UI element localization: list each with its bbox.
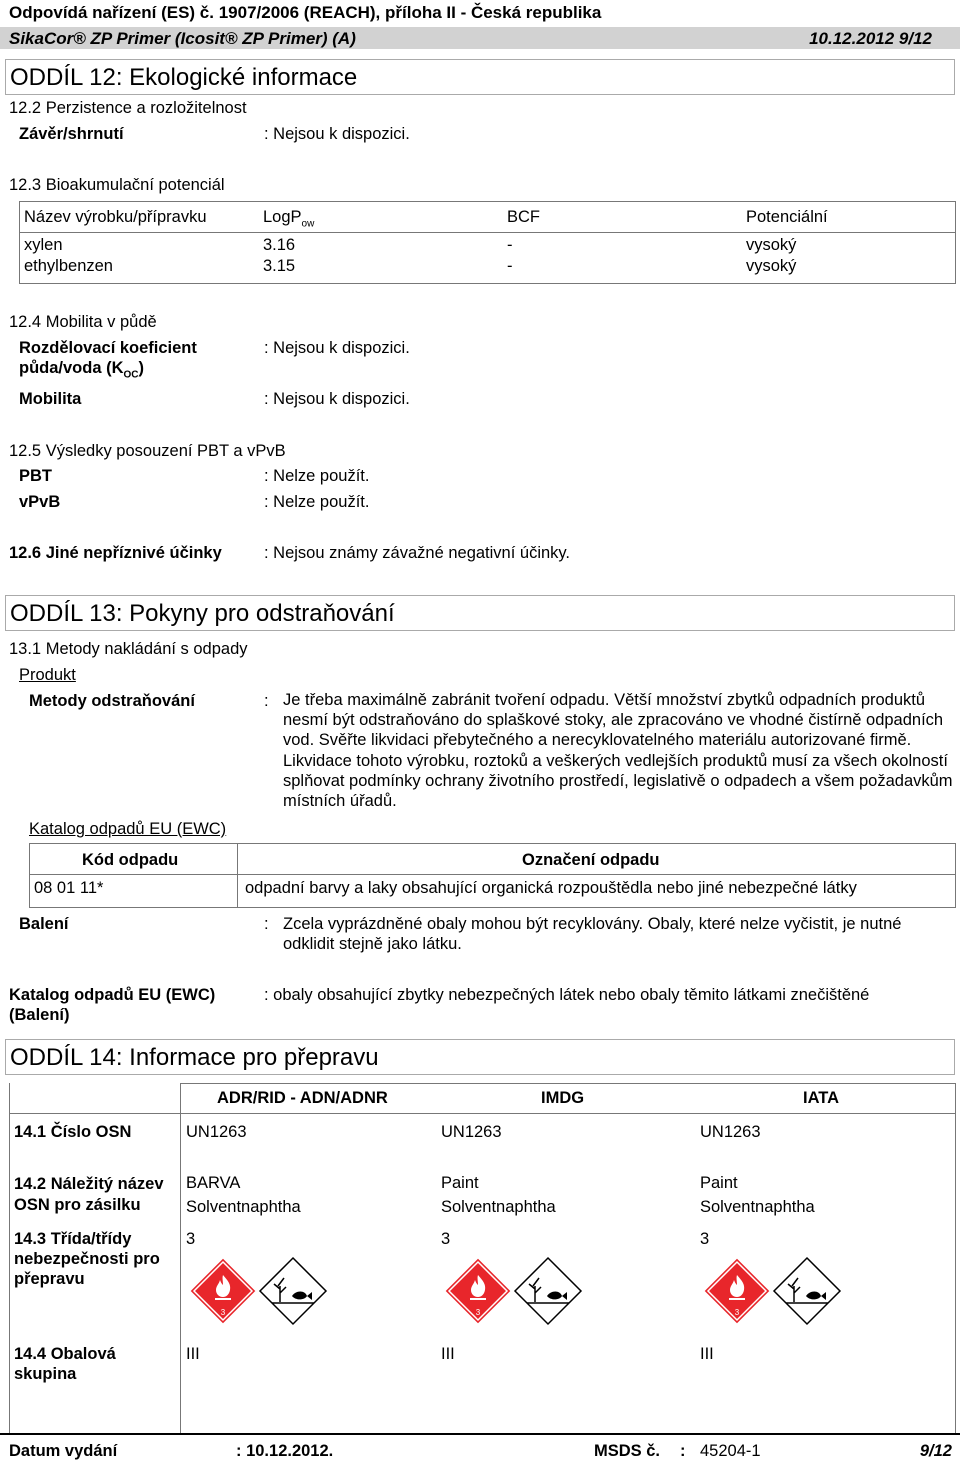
- regulation-header: Odpovídá nařízení (ES) č. 1907/2006 (REACH), příloha II - Česká republika: [9, 3, 602, 22]
- class-label-2: nebezpečnosti pro: [14, 1250, 160, 1268]
- s131-heading: 13.1 Metody nakládání s odpady: [9, 640, 248, 658]
- environment-pictogram: [774, 1258, 840, 1324]
- transport-table-top: [180, 1083, 955, 1084]
- conclusion-value: : Nejsou k dispozici.: [264, 125, 410, 143]
- table-cell: 3.15: [263, 257, 296, 275]
- environment-pictogram: [515, 1258, 581, 1324]
- table-row: xylen: [24, 236, 63, 254]
- name-label-2: OSN pro zásilku: [14, 1196, 141, 1214]
- bio-table-left: [19, 201, 20, 284]
- pbt-value: : Nelze použít.: [264, 467, 370, 485]
- name-label-1: 14.2 Náležitý název: [14, 1175, 164, 1193]
- ewc-table-bottom: [29, 907, 955, 908]
- class-label-3: přepravu: [14, 1270, 85, 1288]
- un-imdg: UN1263: [441, 1123, 502, 1141]
- bio-table-bottom: [19, 283, 955, 284]
- pictogram-number: 3: [475, 1308, 481, 1317]
- packaging-colon: :: [264, 915, 269, 933]
- class-adr: 3: [186, 1230, 196, 1248]
- koc-label-line1: Rozdělovací koeficient: [19, 339, 197, 357]
- bio-header-potential: Potenciální: [746, 208, 828, 226]
- koc-label-line2: půda/voda $(K_{OC})$: [19, 359, 145, 381]
- conclusion-label: Závěr/shrnutí: [19, 125, 124, 143]
- ewc-code: 08 01 11*: [34, 879, 104, 897]
- section-13-box: [5, 595, 955, 631]
- class-label-1: 14.3 Třída/třídy: [14, 1230, 132, 1248]
- bio-table-sep: [19, 232, 955, 233]
- section-13-title: ODDÍL 13: Pokyny pro odstraňování: [10, 600, 395, 627]
- ewc-table-mid: [237, 843, 238, 908]
- s126-heading: 12.6 Jiné nepříznivé účinky: [9, 544, 222, 562]
- group-iata: III: [700, 1345, 714, 1363]
- s123-heading: 12.3 Bioakumulační potenciál: [9, 176, 225, 194]
- vpvb-value: : Nelze použít.: [264, 493, 370, 511]
- product-name: SikaCor® ZP Primer (Icosit® ZP Primer) (A): [9, 29, 356, 48]
- table-cell: 3.16: [263, 236, 296, 254]
- s125-heading: 12.5 Výsledky posouzení PBT a vPvB: [9, 442, 286, 460]
- transport-table-right: [955, 1083, 956, 1433]
- un-adr: UN1263: [186, 1123, 247, 1141]
- ewc-pack-label-2: (Balení): [9, 1006, 70, 1024]
- hazard-pictograms-imdg: [443, 1256, 583, 1326]
- group-label-2: skupina: [14, 1365, 77, 1383]
- flame-pictogram: [704, 1258, 770, 1324]
- methods-label: Metody odstraňování: [29, 692, 195, 710]
- col-adr: ADR/RID - ADN/ADNR: [217, 1089, 388, 1107]
- transport-table-header-bottom: [9, 1113, 955, 1114]
- class-iata: 3: [700, 1230, 710, 1248]
- name-iata-2: Solventnaphtha: [700, 1198, 815, 1216]
- methods-colon: :: [264, 692, 269, 710]
- table-cell: vysoký: [746, 236, 797, 254]
- mobility-label: Mobilita: [19, 390, 82, 408]
- footer-date-value: : 10.12.2012.: [236, 1442, 334, 1460]
- col-iata: IATA: [803, 1089, 840, 1107]
- bio-header-name: Název výrobku/přípravku: [24, 208, 207, 226]
- transport-table-left: [9, 1083, 10, 1433]
- mobility-value: : Nejsou k dispozici.: [264, 390, 410, 408]
- bio-table-right: [955, 201, 956, 284]
- vpvb-label: vPvB: [19, 493, 61, 511]
- name-imdg-2: Solventnaphtha: [441, 1198, 556, 1216]
- hazard-pictograms-adr: [188, 1256, 328, 1326]
- s126-value: : Nejsou známy závažné negativní účinky.: [264, 544, 571, 562]
- class-imdg: 3: [441, 1230, 451, 1248]
- flame-pictogram: [190, 1258, 256, 1324]
- ewc-header-code: Kód odpadu: [82, 851, 179, 869]
- section-14-box: [5, 1039, 955, 1075]
- section-14-title: ODDÍL 14: Informace pro přepravu: [10, 1044, 379, 1071]
- table-cell: -: [507, 236, 513, 254]
- ewc-pack-label-1: Katalog odpadů EU (EWC): [9, 986, 216, 1004]
- ewc-table-sep: [29, 874, 955, 875]
- section-12-box: [5, 59, 955, 95]
- bio-header-bcf: BCF: [507, 208, 540, 226]
- footer-msds-label: MSDS č.: [594, 1442, 661, 1460]
- group-imdg: III: [441, 1345, 455, 1363]
- name-iata-1: Paint: [700, 1174, 738, 1192]
- bio-table-top: [19, 201, 955, 202]
- table-row: ethylbenzen: [24, 257, 113, 275]
- pictogram-number: 3: [220, 1308, 226, 1317]
- footer-msds-value: 45204-1: [700, 1442, 761, 1460]
- table-cell: -: [507, 257, 513, 275]
- koc-value: : Nejsou k dispozici.: [264, 339, 410, 357]
- table-cell: vysoký: [746, 257, 797, 275]
- footer-page: 9/12: [919, 1442, 952, 1460]
- pbt-label: PBT: [19, 467, 52, 485]
- name-adr-1: BARVA: [186, 1174, 241, 1192]
- col-imdg: IMDG: [541, 1089, 585, 1107]
- transport-table-col1: [180, 1083, 181, 1433]
- methods-text: Je třeba maximálně zabránit tvoření odpadu. Větší množství zbytků odpadních produktů nesmí být odstraňováno do splaškové stoky, ale zpracováno ve vhodné čistírně odpadních vod. Svěřte likvidaci přebytečného a nerecyklovatelného materiálu autorizované firmě. Likvidace tohoto výrobku, roztoků a veškerých vedlejších produktů musí za všech okolností splňovat podmínky ochrany životního prostředí, legislativě o odpadech a všem požadavkům místních úřadů.: [283, 691, 953, 811]
- produkt-label: Produkt: [19, 666, 76, 684]
- bio-header-logp: LogP$_{ow}$: [263, 208, 315, 230]
- ewc-label: Katalog odpadů EU (EWC): [29, 820, 227, 838]
- s122-heading: 12.2 Perzistence a rozložitelnost: [9, 99, 247, 117]
- name-imdg-1: Paint: [441, 1174, 479, 1192]
- un-label: 14.1 Číslo OSN: [14, 1123, 132, 1141]
- group-adr: III: [186, 1345, 200, 1363]
- footer-msds-colon: :: [680, 1442, 686, 1460]
- ewc-table-left: [29, 843, 30, 908]
- packaging-label: Balení: [19, 915, 69, 933]
- footer-date-label: Datum vydání: [9, 1442, 118, 1460]
- ewc-table-right: [955, 843, 956, 908]
- pictogram-number: 3: [734, 1308, 740, 1317]
- group-label-1: 14.4 Obalová: [14, 1345, 116, 1363]
- ewc-table-top: [29, 843, 955, 844]
- flame-pictogram: [445, 1258, 511, 1324]
- section-12-title: ODDÍL 12: Ekologické informace: [10, 64, 358, 91]
- footer-rule: [0, 1433, 960, 1435]
- environment-pictogram: [260, 1258, 326, 1324]
- hazard-pictograms-iata: [702, 1256, 842, 1326]
- date-page: 10.12.2012 9/12: [809, 29, 932, 48]
- ewc-header-desc: Označení odpadu: [522, 851, 660, 869]
- packaging-text: Zcela vyprázdněné obaly mohou být recyklovány. Obaly, které nelze vyčistit, je nutné odklidit stejně jako látku.: [283, 915, 902, 954]
- ewc-pack-value: : obaly obsahující zbytky nebezpečných látek nebo obaly těmito látkami znečištěné: [264, 986, 870, 1004]
- name-adr-2: Solventnaphtha: [186, 1198, 301, 1216]
- s124-heading: 12.4 Mobilita v půdě: [9, 313, 157, 331]
- ewc-desc: odpadní barvy a laky obsahující organická rozpouštědla nebo jiné nebezpečné látky: [245, 879, 857, 897]
- un-iata: UN1263: [700, 1123, 761, 1141]
